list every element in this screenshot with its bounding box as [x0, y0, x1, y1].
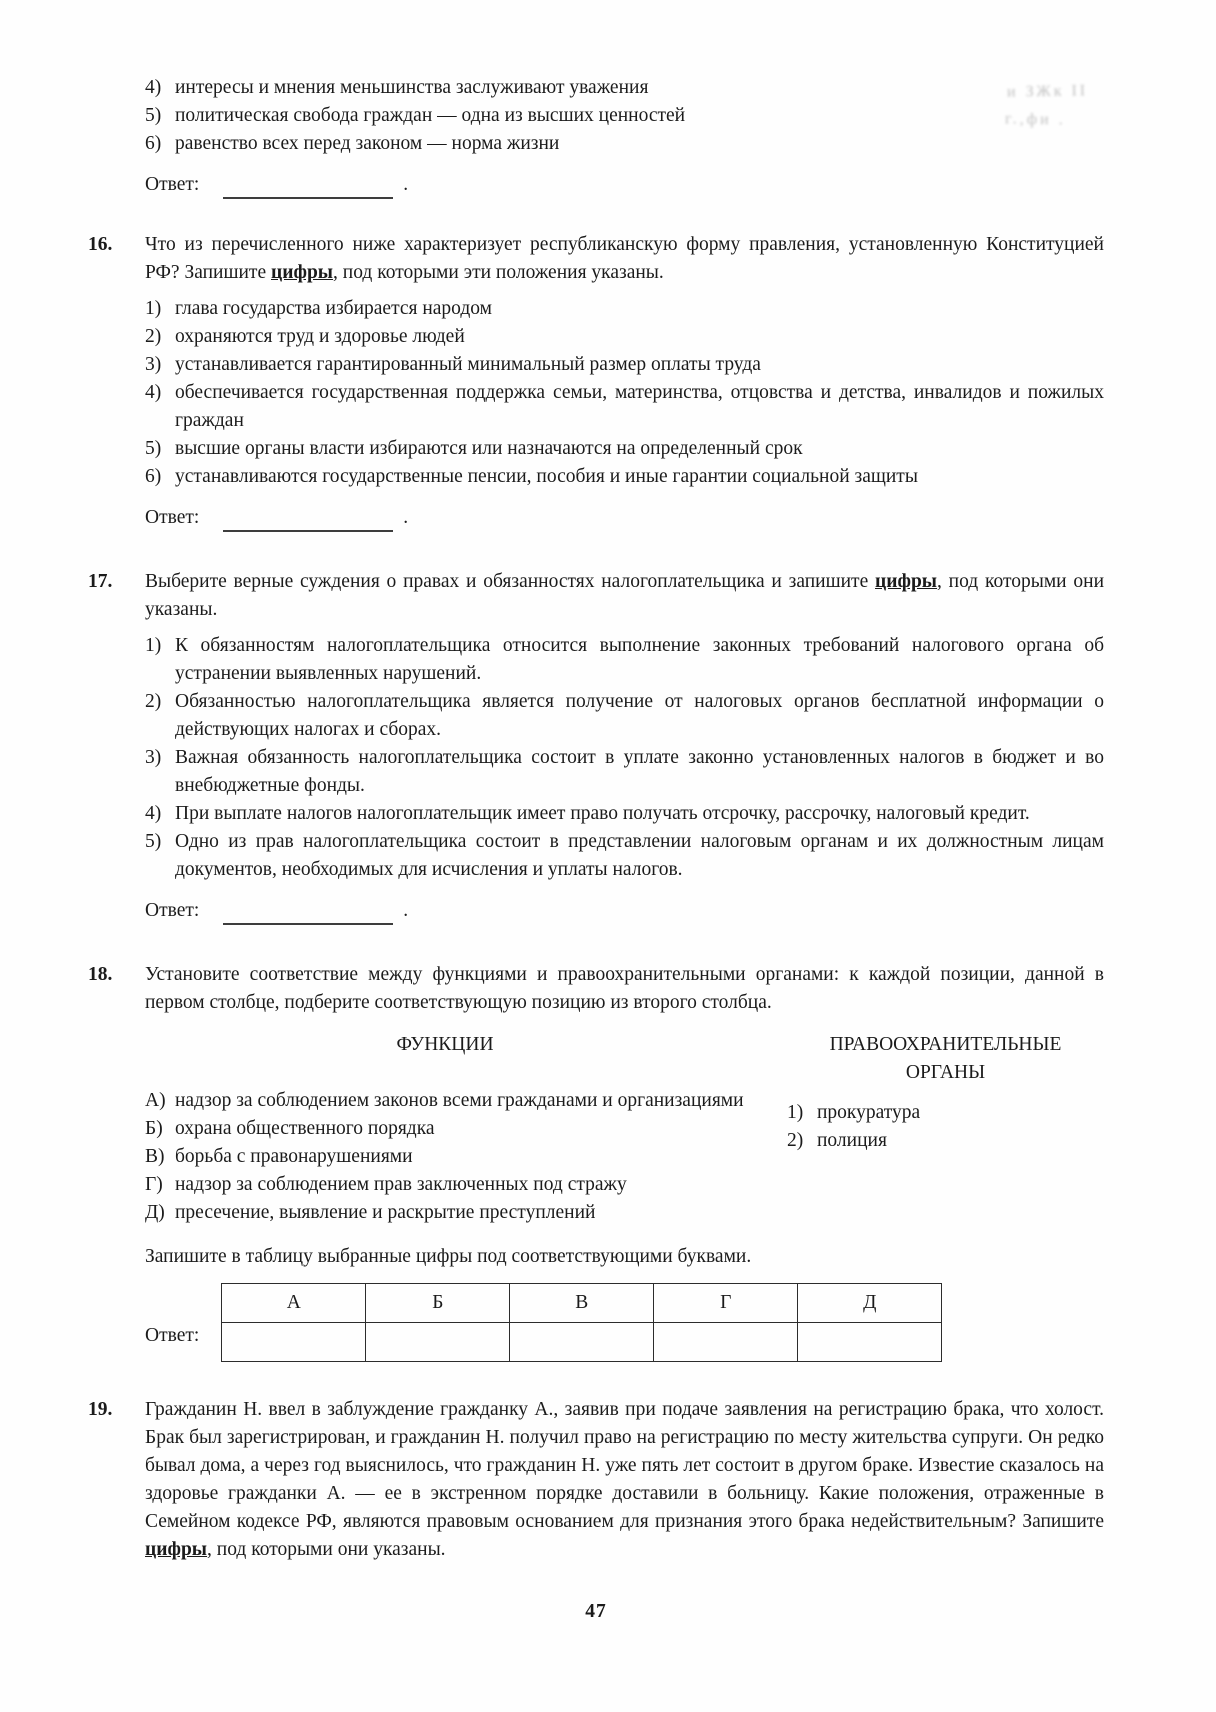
- question-15-tail: [145, 74, 1104, 199]
- option-number: 1): [145, 635, 162, 656]
- print-artifact: г.,фи .: [1005, 110, 1067, 129]
- table-header-cell: Г: [654, 1284, 798, 1323]
- options-list: [145, 295, 1104, 491]
- question-text-suffix: , под которыми эти положения указаны.: [333, 262, 664, 283]
- answer-blank: [223, 910, 393, 925]
- table-header-cell: А: [222, 1284, 366, 1323]
- option-item: [145, 435, 1104, 463]
- option-number: 4): [145, 382, 162, 403]
- option-text: При выплате налогов налогоплательщик имеет право получать отсрочку, рассрочку, налоговый кредит.: [175, 803, 1030, 824]
- option-number: 4): [145, 77, 162, 98]
- function-text: надзор за соблюдением законов всеми гражданами и организациями: [175, 1090, 744, 1111]
- option-text: охраняются труд и здоровье людей: [175, 326, 465, 347]
- question-text-prefix: Что из перечисленного ниже характеризует республиканскую форму правления, установленную Конституцией РФ? Запишите: [145, 234, 1104, 283]
- question-number: 16.: [88, 234, 113, 255]
- answer-row: [145, 897, 1104, 925]
- question-body: [145, 1396, 1104, 1564]
- table-header-cell: В: [510, 1284, 654, 1323]
- table-empty-cell: [654, 1323, 798, 1362]
- option-number: 5): [145, 105, 162, 126]
- organ-text: полиция: [817, 1130, 887, 1151]
- function-letter: Б): [145, 1118, 163, 1139]
- option-item: [145, 130, 1104, 158]
- table-empty-cell: [798, 1323, 942, 1362]
- option-text: обеспечивается государственная поддержка семьи, материнства, отцовства и детства, инвалидов и пожилых граждан: [175, 382, 1104, 431]
- organ-text: прокуратура: [817, 1102, 921, 1123]
- options-list: [145, 632, 1104, 884]
- option-number: 6): [145, 133, 162, 154]
- matching-columns: [145, 1031, 1104, 1227]
- answer-label: Ответ:: [145, 1324, 200, 1346]
- option-text: Обязанностью налогоплательщика является получение от налоговых органов бесплатной информации о действующих налогах и сборах.: [175, 691, 1104, 740]
- print-artifact: и ЗЖк ІІ: [1006, 82, 1089, 101]
- organs-column: [745, 1031, 1104, 1227]
- option-text: глава государства избирается народом: [175, 298, 493, 319]
- question-text: [145, 1396, 1104, 1564]
- answer-table: [221, 1283, 942, 1362]
- option-text: высшие органы власти избираются или назначаются на определенный срок: [175, 438, 803, 459]
- question-text: [145, 568, 1104, 624]
- answer-label: Ответ:: [145, 900, 200, 921]
- option-number: 4): [145, 803, 162, 824]
- answer-row: [145, 504, 1104, 532]
- table-header-cell: Б: [366, 1284, 510, 1323]
- function-item: [145, 1087, 745, 1115]
- answer-period: .: [403, 507, 409, 528]
- answer-row: [145, 171, 1104, 199]
- function-item: [145, 1143, 745, 1171]
- option-number: 1): [145, 298, 162, 319]
- option-item: [145, 632, 1104, 688]
- question-body: [145, 961, 1104, 1362]
- table-empty-cell: [366, 1323, 510, 1362]
- question-number: 17.: [88, 571, 113, 592]
- option-item: [145, 463, 1104, 491]
- functions-list: [145, 1087, 745, 1227]
- table-header-row: [222, 1284, 942, 1323]
- question-text: Установите соответствие между функциями и правоохранительными органами: к каждой позиции, данной в первом столбце, подберите соответствующую позицию из второго столбца.: [145, 964, 1104, 1013]
- options-list: [145, 74, 1104, 158]
- answer-label: Ответ:: [145, 507, 200, 528]
- function-text: охрана общественного порядка: [175, 1118, 435, 1139]
- answer-period: .: [403, 174, 409, 195]
- function-letter: А): [145, 1090, 166, 1111]
- organ-item: [787, 1127, 1104, 1155]
- option-item: [145, 688, 1104, 744]
- organs-list: [787, 1099, 1104, 1155]
- option-number: 5): [145, 831, 162, 852]
- table-instruction: Запишите в таблицу выбранные цифры под соответствующими буквами.: [145, 1246, 752, 1267]
- function-text: надзор за соблюдением прав заключенных под стражу: [175, 1174, 627, 1195]
- underlined-word: цифры: [875, 571, 938, 592]
- functions-column: [145, 1031, 745, 1227]
- function-text: борьба с правонарушениями: [175, 1146, 413, 1167]
- option-item: [145, 102, 1104, 130]
- option-item: [145, 744, 1104, 800]
- table-answer-row: [222, 1323, 942, 1362]
- function-item: [145, 1199, 745, 1227]
- option-number: 5): [145, 438, 162, 459]
- option-text: Важная обязанность налогоплательщика состоит в уплате законно установленных налогов в бюджет и во внебюджетные фонды.: [175, 747, 1104, 796]
- option-item: [145, 323, 1104, 351]
- question-body: [145, 568, 1104, 925]
- functions-header: ФУНКЦИИ: [396, 1034, 494, 1055]
- question-text-prefix: Выберите верные суждения о правах и обязанностях налогоплательщика и запишите: [145, 571, 875, 592]
- option-text: К обязанностям налогоплательщика относится выполнение законных требований налогового органа об устранении выявленных нарушений.: [175, 635, 1104, 684]
- question-body: [145, 231, 1104, 532]
- page-number: 47: [585, 1601, 607, 1622]
- table-empty-cell: [222, 1323, 366, 1362]
- option-item: [145, 828, 1104, 884]
- organs-header-line2: ОРГАНЫ: [905, 1062, 986, 1083]
- question-17: [88, 568, 1104, 925]
- question-text-suffix: , под которыми они указаны.: [145, 571, 1104, 620]
- question-text-prefix: Гражданин Н. ввел в заблуждение гражданку А., заявив при подаче заявления на регистрацию брака, что холост. Брак был зарегистрирован, и гражданин Н. получил право на регистрацию по месту жительства супруги. Он редко бывал дома, а через год выяснилось, что гражданин Н. уже пять лет состоит в другом браке. Известие сказалось на здоровье гражданки А. — ее в экстренном порядке доставили в больницу. Какие положения, отраженные в Семейном кодексе РФ, являются правовым основанием для признания этого брака недействительным? Запишите: [145, 1399, 1104, 1532]
- option-item: [145, 74, 1104, 102]
- answer-period: .: [403, 900, 409, 921]
- organs-header: [787, 1031, 1104, 1087]
- question-number: 18.: [88, 964, 113, 985]
- organ-item: [787, 1099, 1104, 1127]
- answer-blank: [223, 184, 393, 199]
- function-letter: Г): [145, 1174, 163, 1195]
- function-letter: Д): [145, 1202, 165, 1223]
- option-number: 2): [145, 326, 162, 347]
- underlined-word: цифры: [145, 1539, 208, 1560]
- option-text: политическая свобода граждан — одна из высших ценностей: [175, 105, 686, 126]
- table-empty-cell: [510, 1323, 654, 1362]
- question-16: [88, 231, 1104, 532]
- option-item: [145, 351, 1104, 379]
- option-item: [145, 379, 1104, 435]
- option-number: 2): [145, 691, 162, 712]
- option-item: [145, 295, 1104, 323]
- organs-header-line1: ПРАВООХРАНИТЕЛЬНЫЕ: [829, 1034, 1062, 1055]
- organ-number: 2): [787, 1130, 804, 1151]
- organ-number: 1): [787, 1102, 804, 1123]
- option-text: устанавливаются государственные пенсии, пособия и иные гарантии социальной защиты: [175, 466, 918, 487]
- option-text: устанавливается гарантированный минимальный размер оплаты труда: [175, 354, 761, 375]
- option-number: 3): [145, 354, 162, 375]
- question-text: [145, 231, 1104, 287]
- option-text: равенство всех перед законом — норма жизни: [175, 133, 560, 154]
- underlined-word: цифры: [271, 262, 334, 283]
- function-item: [145, 1171, 745, 1199]
- option-text: интересы и мнения меньшинства заслуживают уважения: [175, 77, 649, 98]
- question-number: 19.: [88, 1399, 113, 1420]
- question-18: [88, 961, 1104, 1362]
- option-item: [145, 800, 1104, 828]
- question-19: [88, 1396, 1104, 1564]
- answer-label: Ответ:: [145, 174, 200, 195]
- function-item: [145, 1115, 745, 1143]
- option-number: 3): [145, 747, 162, 768]
- question-text-suffix: , под которыми они указаны.: [207, 1539, 446, 1560]
- table-header-cell: Д: [798, 1284, 942, 1323]
- option-text: Одно из прав налогоплательщика состоит в представлении налоговым органам и их должностным лицам документов, необходимых для исчисления и уплаты налогов.: [175, 831, 1104, 880]
- function-text: пресечение, выявление и раскрытие преступлений: [175, 1202, 596, 1223]
- answer-blank: [223, 517, 393, 532]
- answer-table-row: [145, 1283, 1104, 1362]
- option-number: 6): [145, 466, 162, 487]
- function-letter: В): [145, 1146, 165, 1167]
